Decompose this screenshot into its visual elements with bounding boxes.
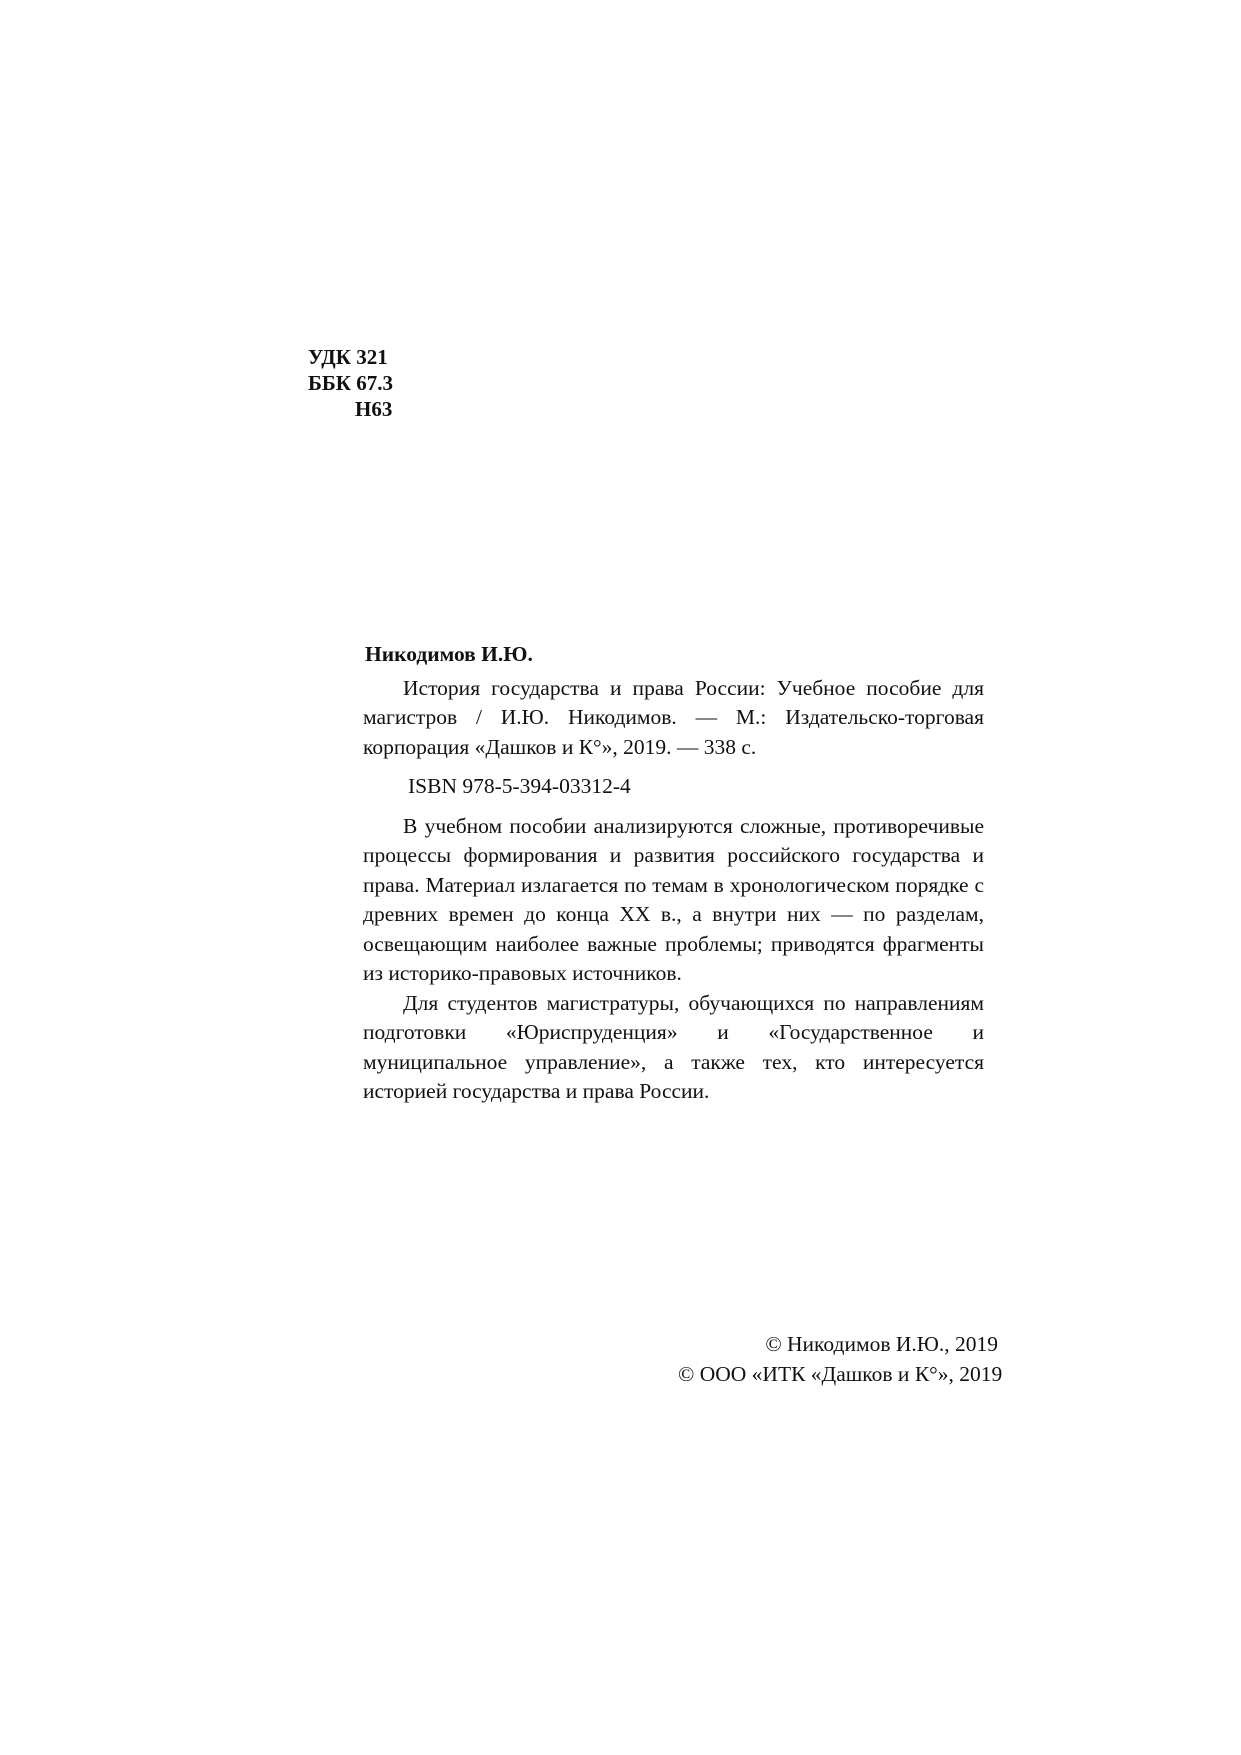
author-name: Никодимов И.Ю. — [365, 642, 533, 666]
bibliographic-record — [363, 640, 984, 1107]
udk-code: УДК 321 — [308, 345, 388, 369]
copyright-block — [678, 1330, 1003, 1389]
copyright-publisher: © ООО «ИТК «Дашков и К°», 2019 — [678, 1361, 1003, 1386]
isbn: ISBN 978-5-394-03312-4 — [408, 774, 631, 798]
abstract — [363, 812, 984, 1107]
bbk-code: ББК 67.3 — [308, 371, 393, 395]
abstract-paragraph-2: Для студентов магистратуры, обучающихся по направлениям подготовки «Юриспруденция» и «Государственное и муниципальное управление», а также тех, кто интересуется историей государства и права России. — [363, 990, 984, 1103]
author-mark: Н63 — [355, 397, 393, 421]
copyright-author: © Никодимов И.Ю., 2019 — [765, 1332, 998, 1356]
classification-block — [308, 344, 408, 422]
book-description: История государства и права России: Учебное пособие для магистров / И.Ю. Никодимов. — М.: Издательско-торговая корпорация «Дашков и К°», 2019. — 338 с. — [363, 675, 984, 759]
abstract-paragraph-1: В учебном пособии анализируются сложные, противоречивые процессы формирования и развития российского государства и права. Материал излагается по темам в хронологическом порядке с древних времен до конца XX в., а внутри них — по разделам, освещающим наиболее важные проблемы; приводятся фрагменты из историко-правовых источников. — [363, 813, 984, 985]
